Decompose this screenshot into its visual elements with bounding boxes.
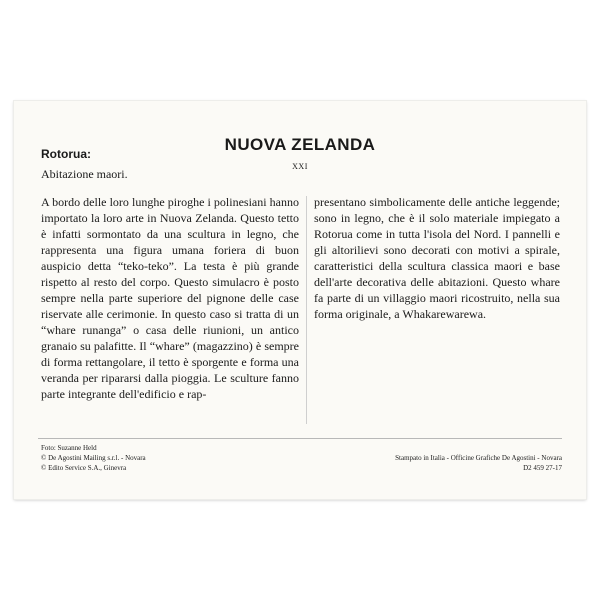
printer-line: Stampato in Italia - Officine Grafiche De Agostini - Novara [395, 454, 562, 462]
text-column-right [314, 194, 560, 322]
footer-credits [41, 443, 146, 473]
page-title: NUOVA ZELANDA [224, 135, 376, 154]
location-subheading: Abitazione maori. [41, 167, 128, 181]
card-number: XXI [292, 162, 308, 171]
photo-credit: Foto: Suzanne Held [41, 444, 97, 452]
text-column-left [41, 194, 299, 402]
column-divider [306, 196, 307, 424]
footer-divider [38, 438, 562, 439]
copyright-line-1: © De Agostini Mailing s.r.l. - Novara [41, 454, 146, 462]
copyright-line-2: © Edito Service S.A., Ginevra [41, 464, 127, 472]
postcard [14, 101, 586, 499]
product-code: D2 459 27-17 [523, 464, 562, 472]
body-paragraph-left: A bordo delle loro lunghe piroghe i polinesiani hanno importato la loro arte in Nuova Zelanda. Questo tetto è infatti sormontato da una scultura in legno, che rappresenta una figura umana foriera di buon auspicio detta “teko-teko”. La testa è più grande rispetto al resto del corpo. Questo simulacro è posto sempre nella parte superiore del pignone delle case riservate alle cerimonie. In questo caso si tratta di un “whare runanga” o casa delle riunioni, un antico granaio su palafitte. Il “whare” (magazzino) è sempre di forma rettangolare, il tetto è sporgente e forma una veranda per ripararsi dalla pioggia. Le sculture fanno parte integrante dell'edificio e rap- [41, 195, 299, 401]
footer-printer-info [395, 453, 562, 473]
body-paragraph-right: presentano simbolicamente delle antiche leggende; sono in legno, che è il solo materiale impiegato a Rotorua come in tutta l'isola del Nord. I pannelli e gli altorilievi sono decorati con motivi a spirale, caratteristici della scultura classica maori e base dell'arte decorativa delle abitazioni. Questo whare fa parte di un villaggio maori ricostruito, nella sua forma originale, a Whakarewarewa. [314, 195, 560, 321]
location-heading: Rotorua: [41, 147, 91, 161]
